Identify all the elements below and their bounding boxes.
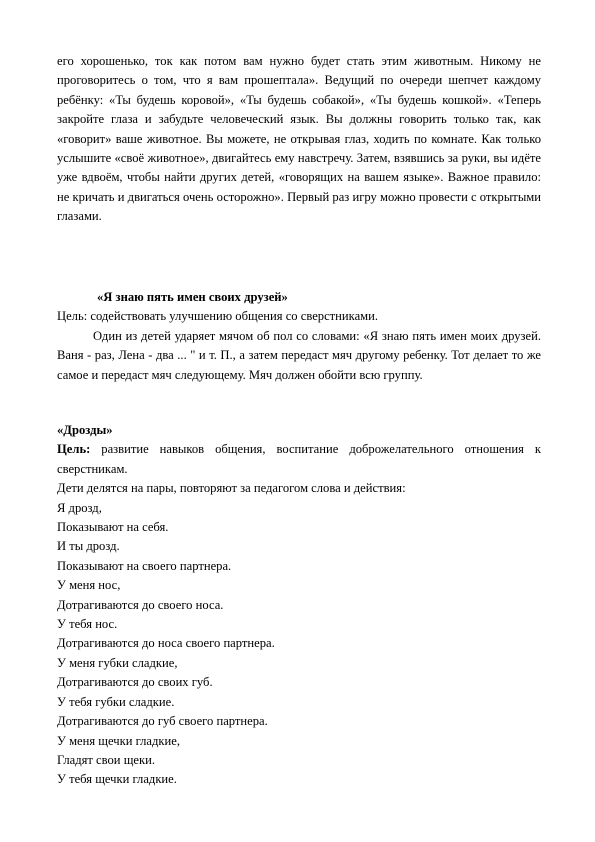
game2-line: У тебя губки сладкие. [57, 694, 175, 709]
game2-line: Дотрагиваются до губ своего партнера. [57, 714, 268, 729]
intro-section [57, 52, 541, 227]
game2-goal [57, 440, 541, 479]
game1-section [57, 288, 541, 385]
game2-instruction: Дети делятся на пары, повторяют за педагогом слова и действия: [57, 481, 406, 496]
game2-line: Дотрагиваются до своих губ. [57, 675, 213, 690]
game2-line: Дотрагиваются до носа своего партнера. [57, 636, 275, 651]
game2-line: И ты дрозд. [57, 539, 120, 554]
game2-line: Я дрозд, [57, 500, 102, 515]
game2-title: «Дрозды» [57, 423, 113, 437]
game2-line: У меня губки сладкие, [57, 655, 178, 670]
game2-goal-label: Цель: [57, 442, 91, 457]
game2-line: Показывают на своего партнера. [57, 558, 232, 573]
game2-line: Дотрагиваются до своего носа. [57, 597, 224, 612]
game2-line: Показывают на себя. [57, 520, 169, 535]
game2-section [57, 421, 541, 790]
game2-line: У тебя щечки гладкие. [57, 772, 177, 787]
game2-line: Гладят свои щеки. [57, 752, 155, 767]
game1-description: Один из детей ударяет мячом об пол со словами: «Я знаю пять имен моих друзей. Ваня - раз, Лена - два ... " и т. П., а затем передаст мяч другому ребенку. Тот делает то же самое и передаст мяч следующему. Мяч должен обойти всю группу. [57, 328, 541, 382]
intro-paragraph: его хорошенько, ток как потом вам нужно будет стать этим животным. Никому не проговоритесь о том, что я вам прошептала». Ведущий по очереди шепчет каждому ребёнку: «Ты будешь коровой», «Ты будешь собакой», «Ты будешь кошкой». «Теперь закройте глаза и забудьте человеческий язык. Вы должны говорить только так, как «говорит» ваше животное. Вы можете, не открывая глаз, ходить по комнате. Как только услышите «своё животное», двигайтесь ему навстречу. Затем, взявшись за руки, вы идёте уже вдвоём, чтобы найти других детей, «говорящих на вашем языке». Важное правило: не кричать и двигаться очень осторожно». Первый раз игру можно провести с открытыми глазами. [57, 54, 541, 224]
game2-line: У меня щечки гладкие, [57, 733, 181, 748]
game2-line: У меня нос, [57, 578, 121, 593]
game2-goal-text: развитие навыков общения, воспитание доброжелательного отношения к сверстникам. [57, 442, 541, 476]
game2-line: У тебя нос. [57, 617, 118, 632]
game1-goal: Цель: содействовать улучшению общения со сверстниками. [57, 309, 379, 324]
game1-title: «Я знаю пять имен своих друзей» [97, 290, 288, 304]
